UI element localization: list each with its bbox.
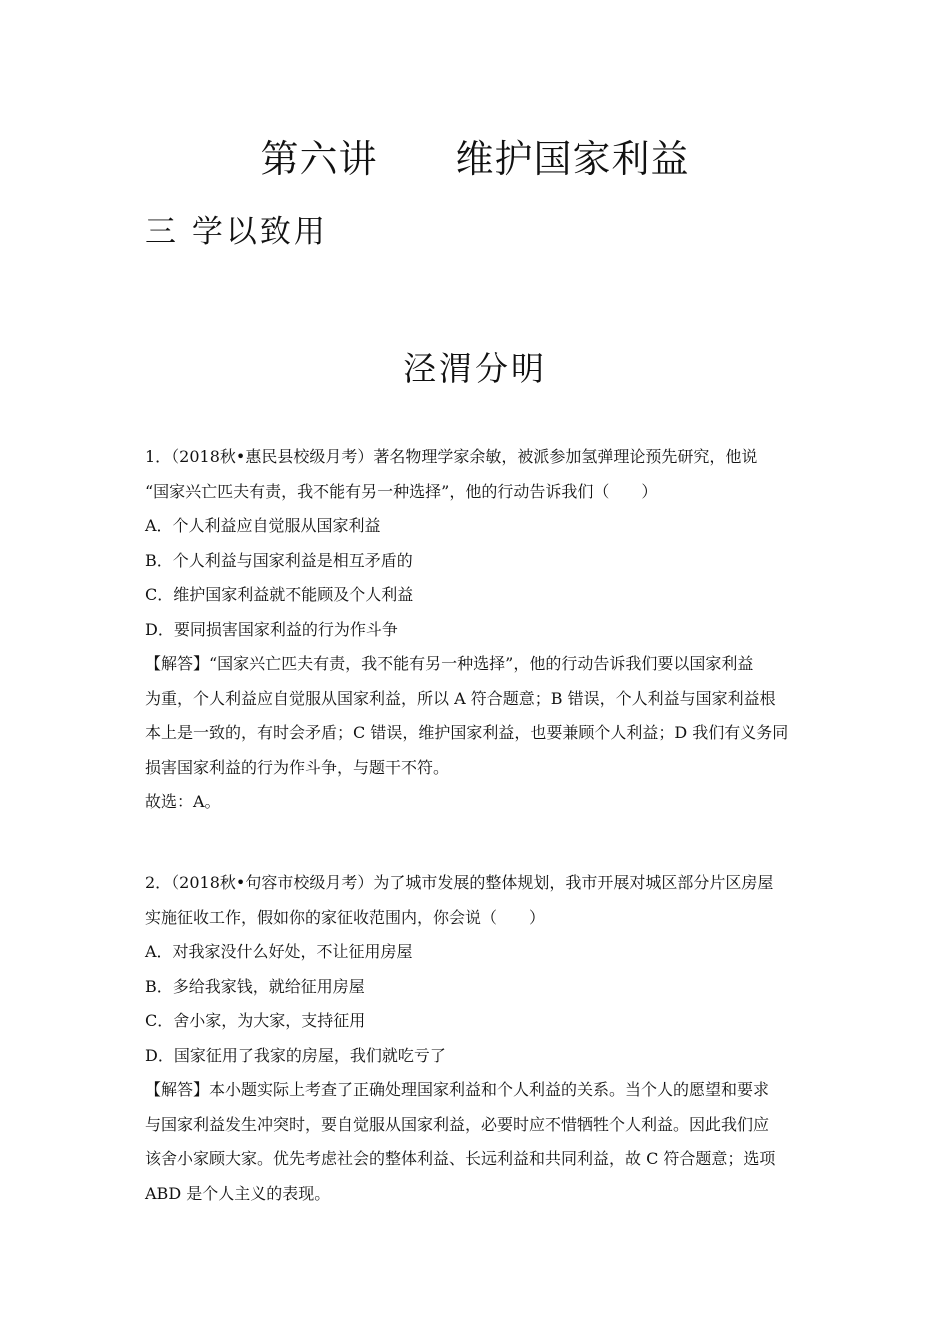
lesson-title: 第六讲 维护国家利益 — [260, 137, 690, 181]
option-d: D．要同损害国家利益的行为作斗争 — [145, 619, 398, 639]
option-c: C．舍小家，为大家，支持征用 — [145, 1011, 366, 1030]
answer-line: 【解答】本小题实际上考查了正确处理国家利益和个人利益的关系。当个人的愿望和要求 — [145, 1080, 770, 1099]
answer-line: 【解答】“国家兴亡匹夫有责，我不能有另一种选择”，他的行动告诉我们要以国家利益 — [145, 654, 754, 673]
section-heading: 三 学以致用 — [145, 214, 328, 250]
option-b: B．多给我家钱，就给征用房屋 — [145, 976, 365, 996]
exercise-subtitle: 泾渭分明 — [403, 349, 547, 388]
option-a: A．对我家没什么好处，不让征用房屋 — [145, 942, 413, 961]
option-b: B．个人利益与国家利益是相互矛盾的 — [145, 550, 413, 570]
question-stem-line: “国家兴亡匹夫有责，我不能有另一种选择”，他的行动告诉我们（ ） — [145, 481, 658, 501]
question-1 — [145, 440, 810, 820]
answer-line: 为重，个人利益应自觉服从国家利益，所以 A 符合题意；B 错误，个人利益与国家利益根 — [145, 688, 776, 708]
option-c: C．维护国家利益就不能顾及个人利益 — [145, 585, 414, 604]
question-stem-line: 2．（2018秋•句容市校级月考）为了城市发展的整体规划，我市开展对城区部分片区房屋 — [145, 873, 774, 892]
answer-line: 该舍小家顾大家。优先考虑社会的整体利益、长远利益和共同利益，故 C 符合题意；选项 — [145, 1149, 776, 1168]
answer-line: 本上是一致的，有时会矛盾；C 错误，维护国家利益，也要兼顾个人利益；D 我们有义务同 — [145, 723, 789, 742]
answer-line: ABD 是个人主义的表现。 — [145, 1183, 331, 1203]
question-2 — [145, 866, 810, 1211]
answer-line: 损害国家利益的行为作斗争，与题干不符。 — [145, 757, 450, 777]
question-stem-line: 实施征收工作，假如你的家征收范围内，你会说（ ） — [145, 907, 546, 927]
answer-line: 与国家利益发生冲突时，要自觉服从国家利益，必要时应不惜牺牲个人利益。因此我们应 — [145, 1114, 770, 1134]
option-d: D．国家征用了我家的房屋，我们就吃亏了 — [145, 1045, 446, 1065]
question-stem-line: 1．（2018秋•惠民县校级月考）著名物理学家余敏，被派参加氢弹理论预先研究，他说 — [145, 447, 758, 466]
option-a: A．个人利益应自觉服从国家利益 — [145, 516, 381, 535]
answer-choice: 故选：A。 — [145, 792, 221, 811]
